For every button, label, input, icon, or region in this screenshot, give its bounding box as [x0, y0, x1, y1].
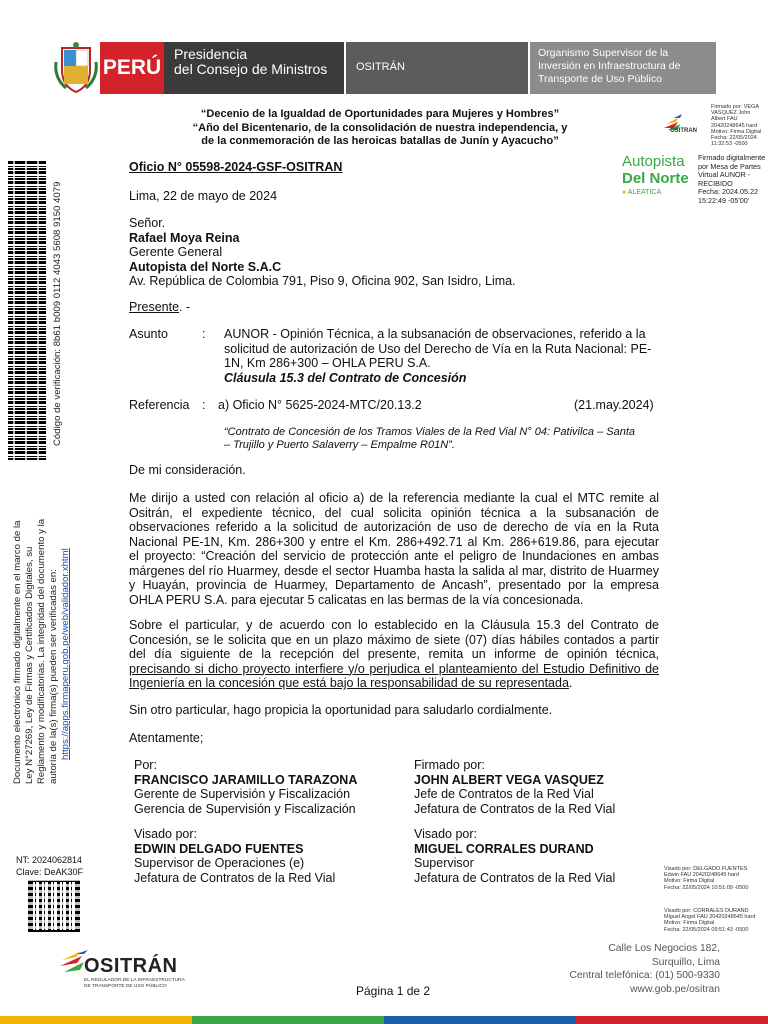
contract-line: “Contrato de Concesión de los Tramos Viales de la Red Vial N° 04: Pativilca – Santa	[224, 426, 636, 438]
signature-stamp-top	[711, 104, 767, 147]
legal-line-2: Ley N°27269, Ley de Firmas y Certificados Digitales, su	[24, 546, 35, 784]
visado-line: Visado por: DELGADO FUENTES	[664, 866, 748, 872]
signer-4	[414, 827, 615, 885]
nt-clave	[16, 854, 83, 878]
receipt-line: Fecha: 2024.05.22	[698, 187, 758, 197]
visado-line: Edwin FAU 20420248645 hard	[664, 872, 739, 879]
signer-name: JOHN ALBERT VEGA VASQUEZ	[414, 772, 604, 787]
header-peru: PERÚ	[100, 42, 164, 94]
signer-role: Supervisor	[414, 856, 474, 870]
decenio-line2: “Año del Bicentenario, de la consolidación de nuestra independencia, y	[192, 121, 568, 134]
p1-line: y Huayán, provincia de Huarmey, Departamento de Ancash”, presentado por la empresa	[129, 578, 659, 592]
footer-color-bar	[0, 1016, 768, 1024]
referencia-label: Referencia	[129, 398, 190, 412]
stamp-top-line: Firmado por: VEGA	[711, 104, 759, 110]
visado-line: Motivo: Firma Digital	[664, 878, 715, 885]
referencia-contract	[224, 426, 664, 452]
visado-stamp-2	[664, 908, 768, 933]
presente	[129, 300, 190, 315]
paragraph-3: Sin otro particular, hago propicia la oportunidad para saludarlo cordialmente.	[129, 703, 553, 717]
recipient-company: Autopista del Norte S.A.C	[129, 259, 282, 274]
ositran-footer-tagline	[84, 978, 185, 989]
p2-end: .	[568, 676, 573, 690]
greeting: De mi consideración.	[129, 463, 246, 477]
peru-coat-of-arms-icon	[52, 42, 100, 94]
decenio-heading	[150, 108, 610, 149]
signer-role: Jefe de Contratos de la Red Vial	[414, 787, 594, 801]
ositran-stamp-label: OSITRAN	[670, 128, 697, 134]
footer-bar-gold	[0, 1016, 192, 1024]
receipt-line: Firmado digitalmente	[698, 153, 766, 162]
signer-label: Visado por:	[134, 827, 198, 841]
decenio-line3: de la conmemoración de las heroicas batallas de Junín y Ayacucho”	[201, 135, 559, 147]
legal-line-4: autoría de la(s) firma(s) pueden ser verificadas en:	[48, 569, 59, 784]
referencia-colon: :	[202, 398, 206, 412]
clave: Clave: DeAK30F	[16, 867, 84, 877]
autopista-line2: Del Norte	[622, 170, 689, 187]
autopista-logo	[622, 154, 689, 196]
aleatica-logo: ● ALEATICA	[622, 189, 662, 196]
visado-line: Fecha: 22/05/2024 09:51:43 -0500	[664, 926, 749, 933]
barcode-texture	[8, 160, 46, 460]
asunto-text	[224, 327, 661, 385]
visado-line: Miguel Angel FAU 20420248645 hard	[664, 914, 756, 921]
stamp-top-line: 20420248645 hard	[711, 122, 758, 129]
contract-line: – Trujillo y Puerto Salaverry – Empalme R01N”.	[224, 439, 455, 451]
footer-bar-red	[576, 1016, 768, 1024]
signer-label: Visado por:	[414, 827, 478, 841]
recipient-role: Gerente General	[129, 245, 223, 259]
signer-name: EDWIN DELGADO FUENTES	[134, 841, 304, 856]
p1-line: observaciones referido a la solicitud de autorización de uso de derecho de vía en la Ruta	[129, 520, 659, 534]
visado-line: Fecha: 22/05/2024 10:51:09 -0500	[664, 884, 749, 891]
footer-address	[548, 942, 720, 996]
legal-line-3: Reglamento y modificatorias. La integridad del documento y la	[36, 518, 47, 784]
receipt-line: 15:22:49 -05'00'	[698, 195, 750, 205]
p2-line: Concesión, se le solicita que en un plazo máximo de siete (07) días hábiles contados a partir	[129, 632, 659, 647]
decenio-line1: “Decenio de la Igualdad de Oportunidades para Mujeres y Hombres”	[200, 108, 560, 120]
stamp-top-line: Fecha: 22/05/2024	[711, 135, 757, 142]
recipient-address: Av. República de Colombia 791, Piso 9, Oficina 902, San Isidro, Lima.	[129, 274, 516, 288]
p1-line: márgenes del río Huarmey, desde el sector Huamba hasta la salida al mar, distrito de Huarmey	[129, 563, 659, 578]
legal-line-1: Documento electrónico firmado digitalmente en el marco de la	[12, 520, 23, 784]
receipt-line: por Mesa de Partes	[698, 161, 761, 171]
receipt-line: Virtual AUNOR -	[698, 170, 751, 180]
autopista-line1: Autopista	[622, 153, 685, 170]
stamp-top-line: 11:32:53 -0500	[711, 141, 748, 148]
validator-link[interactable]: https://apps.firmaperu.gob.pe/web/validador.xhtml	[60, 548, 71, 760]
signer-1	[134, 758, 357, 816]
address-line[interactable]: www.gob.pe/ositran	[630, 983, 720, 995]
ositran-stamp-logo	[660, 114, 706, 140]
address-line: Central telefónica: (01) 500-9330	[569, 970, 720, 981]
signer-name: MIGUEL CORRALES DURAND	[414, 841, 594, 856]
letter-date: Lima, 22 de mayo de 2024	[129, 189, 278, 203]
paragraph-1	[129, 491, 659, 607]
qr-code-texture	[28, 880, 80, 932]
visado-line: Motivo: Firma Digital	[664, 920, 715, 927]
nt-number: NT: 2024062814	[16, 855, 83, 865]
page-number: Página 1 de 2	[356, 984, 431, 998]
oficio-number: Oficio N° 05598-2024-GSF-OSITRAN	[129, 160, 343, 174]
signer-unit: Jefatura de Contratos de la Red Vial	[414, 870, 616, 885]
verification-code: Código de verificación: 8b61 b009 0112 4043 5608 9150 4079	[52, 181, 63, 446]
recipient-block	[129, 216, 516, 289]
stamp-top-line: VASQUEZ John	[711, 110, 751, 117]
asunto-line: AUNOR - Opinión Técnica, a la subsanación de observaciones, referido a la	[224, 327, 646, 341]
asunto-line: 1N, Km 286+300 – OHLA PERU S.A.	[224, 356, 431, 370]
address-line: Surquillo, Lima	[651, 956, 720, 968]
p1-line: Ositrán, el expediente técnico, del cual solicita opinión técnica a la subsanación de	[129, 505, 659, 520]
p2-line: del día siguiente de la recepción del presente, remita un informe de opinión técnica,	[129, 647, 659, 661]
header-org-line1: Organismo Supervisor de la	[538, 47, 669, 59]
address-line: Calle Los Negocios 182,	[608, 943, 720, 954]
recipient-salutation: Señor.	[129, 216, 166, 230]
visado-line: Visado por: CORRALES DURAND	[664, 908, 749, 914]
autopista-receipt-stamp	[698, 154, 768, 206]
p2-line: Sobre el particular, y de acuerdo con lo establecido en la Cláusula 15.3 del Contrato de	[129, 618, 659, 632]
p2-line-underlined: Ingeniería en la concesión que está bajo la responsabilidad de su representada	[129, 676, 569, 690]
aleatica-text: ALEATICA	[627, 189, 662, 196]
visado-stamp-1	[664, 866, 768, 891]
footer-bar-blue	[384, 1016, 576, 1024]
signer-label: Por:	[134, 758, 157, 772]
header-pcm	[164, 42, 344, 94]
stamp-top-line: Albert FAU	[711, 116, 738, 123]
asunto-line: solicitud de autorización de Uso del Derecho de Vía en la Ruta Nacional: PE-	[224, 341, 652, 356]
p1-line: Nacional PE-1N, Km. 286+300 y entre el Km. 286+492.71 al Km. 286+619.86, para ejecutar	[129, 534, 659, 549]
signer-unit: Gerencia de Supervisión y Fiscalización	[134, 801, 356, 816]
tagline-line: EL REGULADOR DE LA INFRAESTRUCTURA	[84, 978, 185, 983]
ositran-footer-logo: OSITRÁN	[84, 955, 178, 977]
footer-bar-green	[192, 1016, 384, 1024]
presente-suffix: . -	[179, 300, 191, 314]
closing: Atentamente;	[129, 731, 204, 745]
asunto-colon: :	[202, 327, 206, 341]
receipt-line: RECIBIDO	[698, 178, 733, 188]
paragraph-2	[129, 618, 659, 691]
signer-unit: Jefatura de Contratos de la Red Vial	[134, 870, 336, 885]
signer-label: Firmado por:	[414, 758, 485, 772]
header-ositran: OSITRÁN	[346, 42, 528, 94]
asunto-clause: Cláusula 15.3 del Contrato de Concesión	[224, 370, 467, 385]
p1-line: Me dirijo a usted con relación al oficio a) de la referencia mediante la cual el MTC remite al	[129, 491, 659, 505]
p1-line: OHLA PERU S.A. para ejecutar 5 calicatas en las bermas de la vía concesionada.	[129, 592, 584, 607]
header-organism	[530, 42, 716, 94]
presente-word: Presente	[129, 300, 180, 314]
referencia-date: (21.may.2024)	[574, 398, 654, 412]
asunto-label: Asunto	[129, 327, 168, 341]
header-org-line2: Inversión en Infraestructura de	[538, 60, 681, 72]
header-pcm-line2: del Consejo de Ministros	[174, 61, 328, 77]
header-org-line3: Transporte de Uso Público	[538, 73, 662, 85]
signer-name: FRANCISCO JARAMILLO TARAZONA	[134, 772, 358, 787]
p1-line: el proyecto: “Creación del servicio de protección ante el peligro de Inundaciones en ambas	[129, 549, 659, 563]
signer-2	[414, 758, 615, 816]
referencia-item: a) Oficio N° 5625-2024-MTC/20.13.2	[218, 398, 422, 412]
signer-role: Gerente de Supervisión y Fiscalización	[134, 787, 351, 801]
signer-role: Supervisor de Operaciones (e)	[134, 856, 305, 870]
recipient-name: Rafael Moya Reina	[129, 230, 240, 245]
signer-3	[134, 827, 335, 885]
stamp-top-line: Motivo: Firma Digital	[711, 128, 762, 135]
tagline-line: DE TRANSPORTE DE USO PÚBLICO	[84, 983, 167, 989]
p2-line-underlined: precisando si dicho proyecto interfiere y/o perjudica el planteamiento del Estudio Definitivo de	[129, 661, 659, 676]
header-pcm-line1: Presidencia	[174, 46, 248, 62]
signer-unit: Jefatura de Contratos de la Red Vial	[414, 801, 616, 816]
